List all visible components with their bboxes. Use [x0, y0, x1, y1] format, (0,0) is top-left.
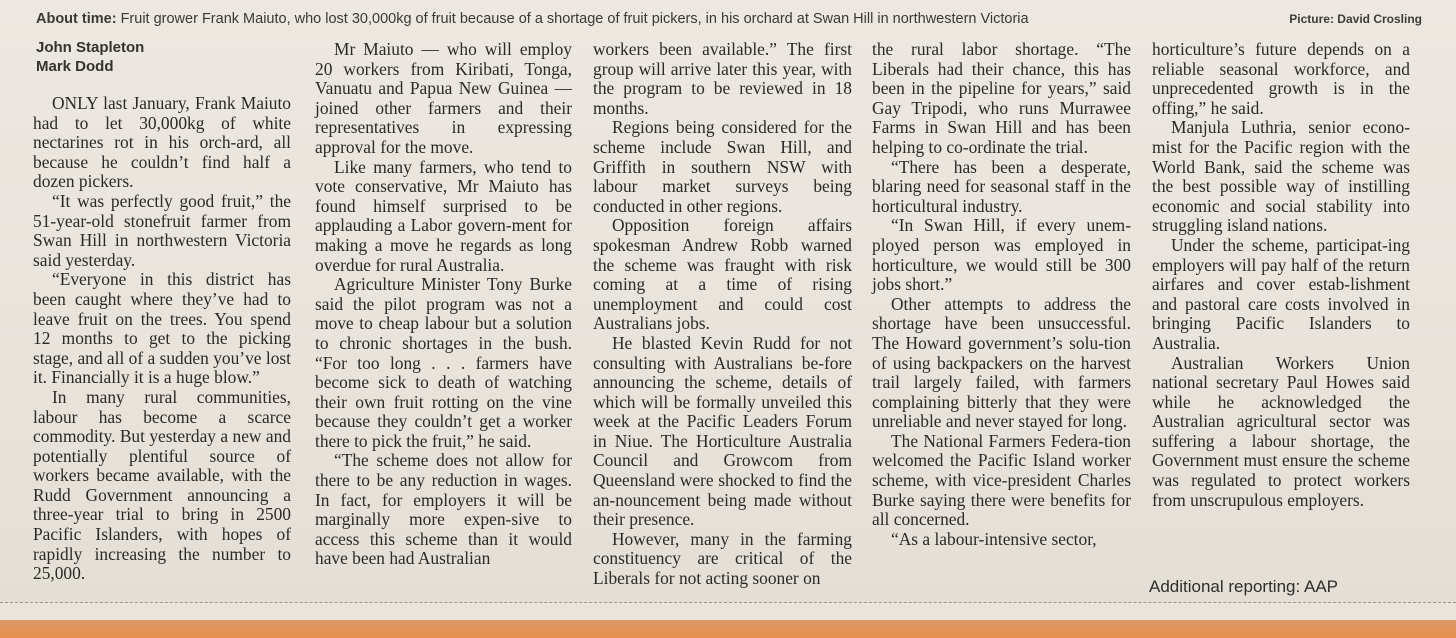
paragraph: “The scheme does not allow for there to be any reduction in wages. In fact, for employers it will be marginally more expen-sive to access this scheme than it would have been had Australian [315, 450, 572, 569]
paragraph: “There has been a desperate, blaring need for seasonal staff in the horticultural industry. [872, 156, 1131, 216]
author-name: John Stapleton [36, 39, 145, 56]
paragraph: Under the scheme, participat-ing employers will pay half of the return airfares and cover estab-lishment and pastoral care costs involved in bringing Pacific Islanders to Australia. [1152, 234, 1410, 353]
paragraph: ONLY last January, Frank Maiuto had to let 30,000kg of white nectarines rot in his orch-ard, all because he couldn’t find half a dozen pickers. [33, 93, 291, 192]
paragraph: He blasted Kevin Rudd for not consulting with Australians be-fore announcing the scheme, details of which will be formally unveiled this week at the Pacific Leaders Forum in Niue. The Horticulture Australia Council and Growcom from Queensland were shocked to find the an-nouncement being made without their presence. [593, 332, 852, 530]
paragraph: workers been available.” The first group will arrive later this year, with the program to be reviewed in 18 months. [593, 39, 852, 118]
paragraph: horticulture’s future depends on a reliable seasonal workforce, and unprecedented growth is in the offing,” he said. [1152, 39, 1410, 118]
color-band [0, 620, 1456, 638]
additional-reporting-credit: Additional reporting: AAP [1149, 577, 1339, 596]
article-column-1 [33, 94, 291, 584]
caption-lead: About time: [36, 11, 117, 27]
photo-caption [36, 11, 1442, 37]
paragraph: Mr Maiuto — who will employ 20 workers from Kiribati, Tonga, Vanuatu and Papua New Guinea — joined other farmers and their representatives in expressing approval for the move. [315, 39, 572, 157]
paragraph: Opposition foreign affairs spokesman Andrew Robb warned the scheme was fraught with risk coming at a time of rising unemployment and could cost Australians jobs. [593, 215, 852, 334]
paragraph: Like many farmers, who tend to vote conservative, Mr Maiuto has found himself surprised to be applauding a Labor govern-ment for making a move he regards as long overdue for rural Australia. [315, 156, 572, 275]
paragraph: However, many in the farming constituency are critical of the Liberals for not acting sooner on [593, 528, 852, 589]
paragraph: the rural labor shortage. “The Liberals had their chance, this has been in the pipeline for years,” said Gay Tripodi, who runs Murrawee Farms in Swan Hill and has been helping to co-ordinate the trial. [872, 39, 1131, 157]
paragraph: Regions being considered for the scheme include Swan Hill, and Griffith in southern NSW with labour market surveys being conducted in other regions. [593, 117, 852, 216]
paragraph: “As a labour-intensive sector, [891, 528, 1097, 549]
paragraph: Agriculture Minister Tony Burke said the pilot program was not a move to cheap labour but a solution to chronic shortages in the bush. “For too long . . . farmers have become sick to death of watching their own fruit rotting on the vine because they couldn’t get a worker there to pick the fruit,” he said. [315, 274, 572, 451]
paragraph: Manjula Luthria, senior econo-mist for the Pacific region with the World Bank, said the scheme was the best possible way of instilling economic and social stability into struggling island nations. [1152, 117, 1410, 236]
article-column-2 [315, 40, 572, 569]
article-column-3 [593, 40, 852, 589]
paragraph: Other attempts to address the shortage have been unsuccessful. The Howard government’s solu-tion of using backpackers on the harvest trail largely failed, with farmers complaining bitterly that they were unreliable and never stayed for long. [872, 293, 1131, 432]
article-column-5 [1152, 40, 1410, 510]
paragraph: “Everyone in this district has been caught where they’ve had to leave fruit on the trees. You spend 12 months to get to the picking stage, and all of a sudden you’ve lost it. Financially it is a huge blow.” [33, 269, 291, 388]
paragraph: “It was perfectly good fruit,” the 51-year-old stonefruit farmer from Swan Hill in northwestern Victoria said yesterday. [33, 190, 291, 270]
paragraph: The National Farmers Federa-tion welcomed the Pacific Island worker scheme, with vice-president Charles Burke saying there were benefits for all concerned. [872, 430, 1131, 530]
photo-credit: Picture: David Crosling [1289, 12, 1422, 26]
page-margin [0, 604, 1456, 620]
author-name: Mark Dodd [36, 58, 114, 75]
paragraph: Australian Workers Union national secretary Paul Howes said while he acknowledged the Australian agricultural sector was suffering a labour shortage, the Government must ensure the scheme was regulated to protect workers from unscrupulous employers. [1152, 352, 1410, 510]
paragraph: In many rural communities, labour has become a scarce commodity. But yesterday a new and potentially plentiful source of workers became available, with the Rudd Government announcing a three-year trial to bring in 2500 Pacific Islanders, with hopes of rapidly increasing the number to 25,000. [33, 386, 291, 584]
article-column-4 [872, 40, 1131, 549]
caption-text: Fruit grower Frank Maiuto, who lost 30,000kg of fruit because of a shortage of fruit pickers, in his orchard at Swan Hill in northwestern Victoria [116, 11, 1029, 27]
paragraph: “In Swan Hill, if every unem-ployed person was employed in horticulture, we would still be 300 jobs short.” [872, 215, 1131, 295]
byline [36, 38, 306, 76]
